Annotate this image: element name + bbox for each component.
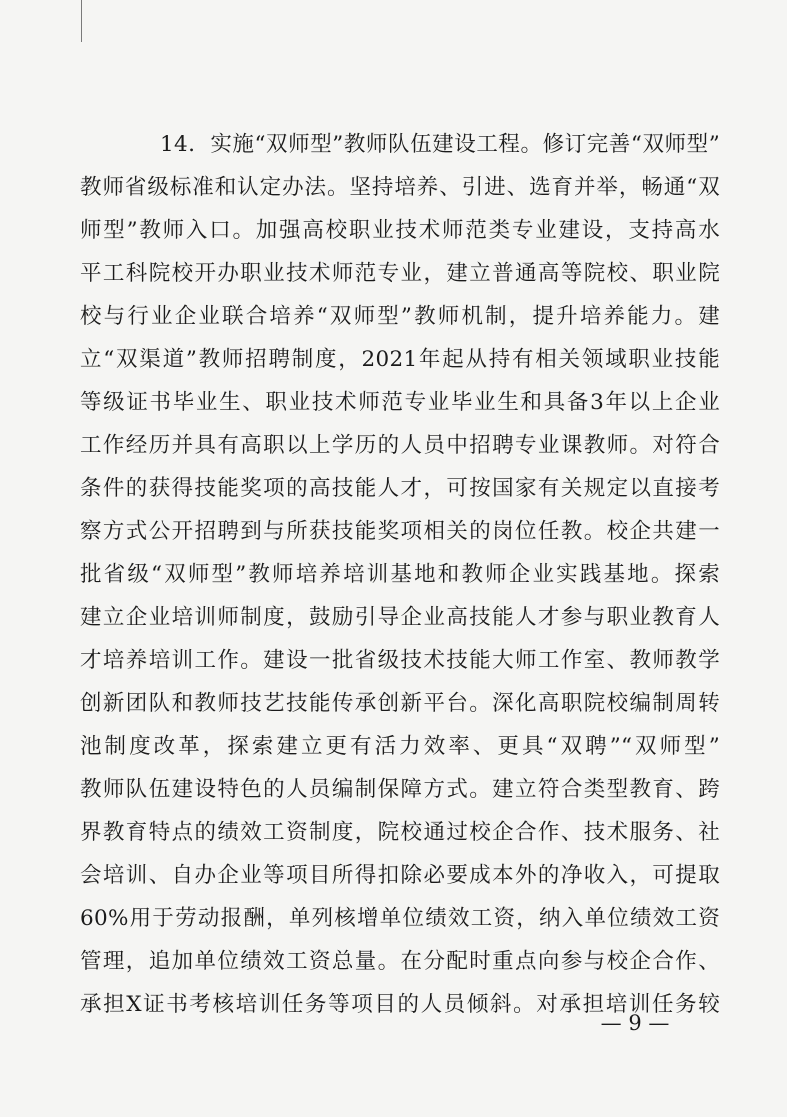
text-line: 教师省级标准和认定办法。坚持培养、引进、选育并举，畅通“双 (80, 175, 720, 200)
text-line: 管理，追加单位绩效工资总量。在分配时重点向参与校企合作、 (80, 949, 720, 974)
text-line: 批省级“双师型”教师培养培训基地和教师企业实践基地。探索 (80, 562, 720, 587)
text-line: 立“双渠道”教师招聘制度，2021年起从持有相关领域职业技能 (80, 347, 720, 372)
text-line: 建立企业培训师制度，鼓励引导企业高技能人才参与职业教育人 (80, 605, 720, 630)
text-line: 池制度改革，探索建立更有活力效率、更具“双聘”“双师型” (80, 734, 720, 759)
text-line: 会培训、自办企业等项目所得扣除必要成本外的净收入，可提取 (80, 863, 720, 888)
text-line: 界教育特点的绩效工资制度，院校通过校企合作、技术服务、社 (80, 820, 720, 845)
text-line: 60%用于劳动报酬，单列核增单位绩效工资，纳入单位绩效工资 (80, 906, 720, 931)
text-line: 才培养培训工作。建设一批省级技术技能大师工作室、教师教学 (80, 648, 720, 673)
text-line: 条件的获得技能奖项的高技能人才，可按国家有关规定以直接考 (80, 476, 720, 501)
text-line: 平工科院校开办职业技术师范专业，建立普通高等院校、职业院 (80, 261, 720, 286)
text-line: 14．实施“双师型”教师队伍建设工程。修订完善“双师型” (160, 132, 720, 157)
text-line: 创新团队和教师技艺技能传承创新平台。深化高职院校编制周转 (80, 691, 720, 716)
text-line: 校与行业企业联合培养“双师型”教师机制，提升培养能力。建 (80, 304, 720, 329)
text-line: 教师队伍建设特色的人员编制保障方式。建立符合类型教育、跨 (80, 777, 720, 802)
text-line: 等级证书毕业生、职业技术师范专业毕业生和具备3年以上企业 (80, 390, 720, 415)
text-line: 察方式公开招聘到与所获技能奖项相关的岗位任教。校企共建一 (80, 519, 720, 544)
page-number: — 9 — (600, 1011, 670, 1035)
text-line: 工作经历并具有高职以上学历的人员中招聘专业课教师。对符合 (80, 433, 720, 458)
text-line: 承担X证书考核培训任务等项目的人员倾斜。对承担培训任务较 (80, 992, 720, 1017)
scan-artifact-line (81, 0, 82, 42)
text-line: 师型”教师入口。加强高校职业技术师范类专业建设，支持高水 (80, 218, 720, 243)
